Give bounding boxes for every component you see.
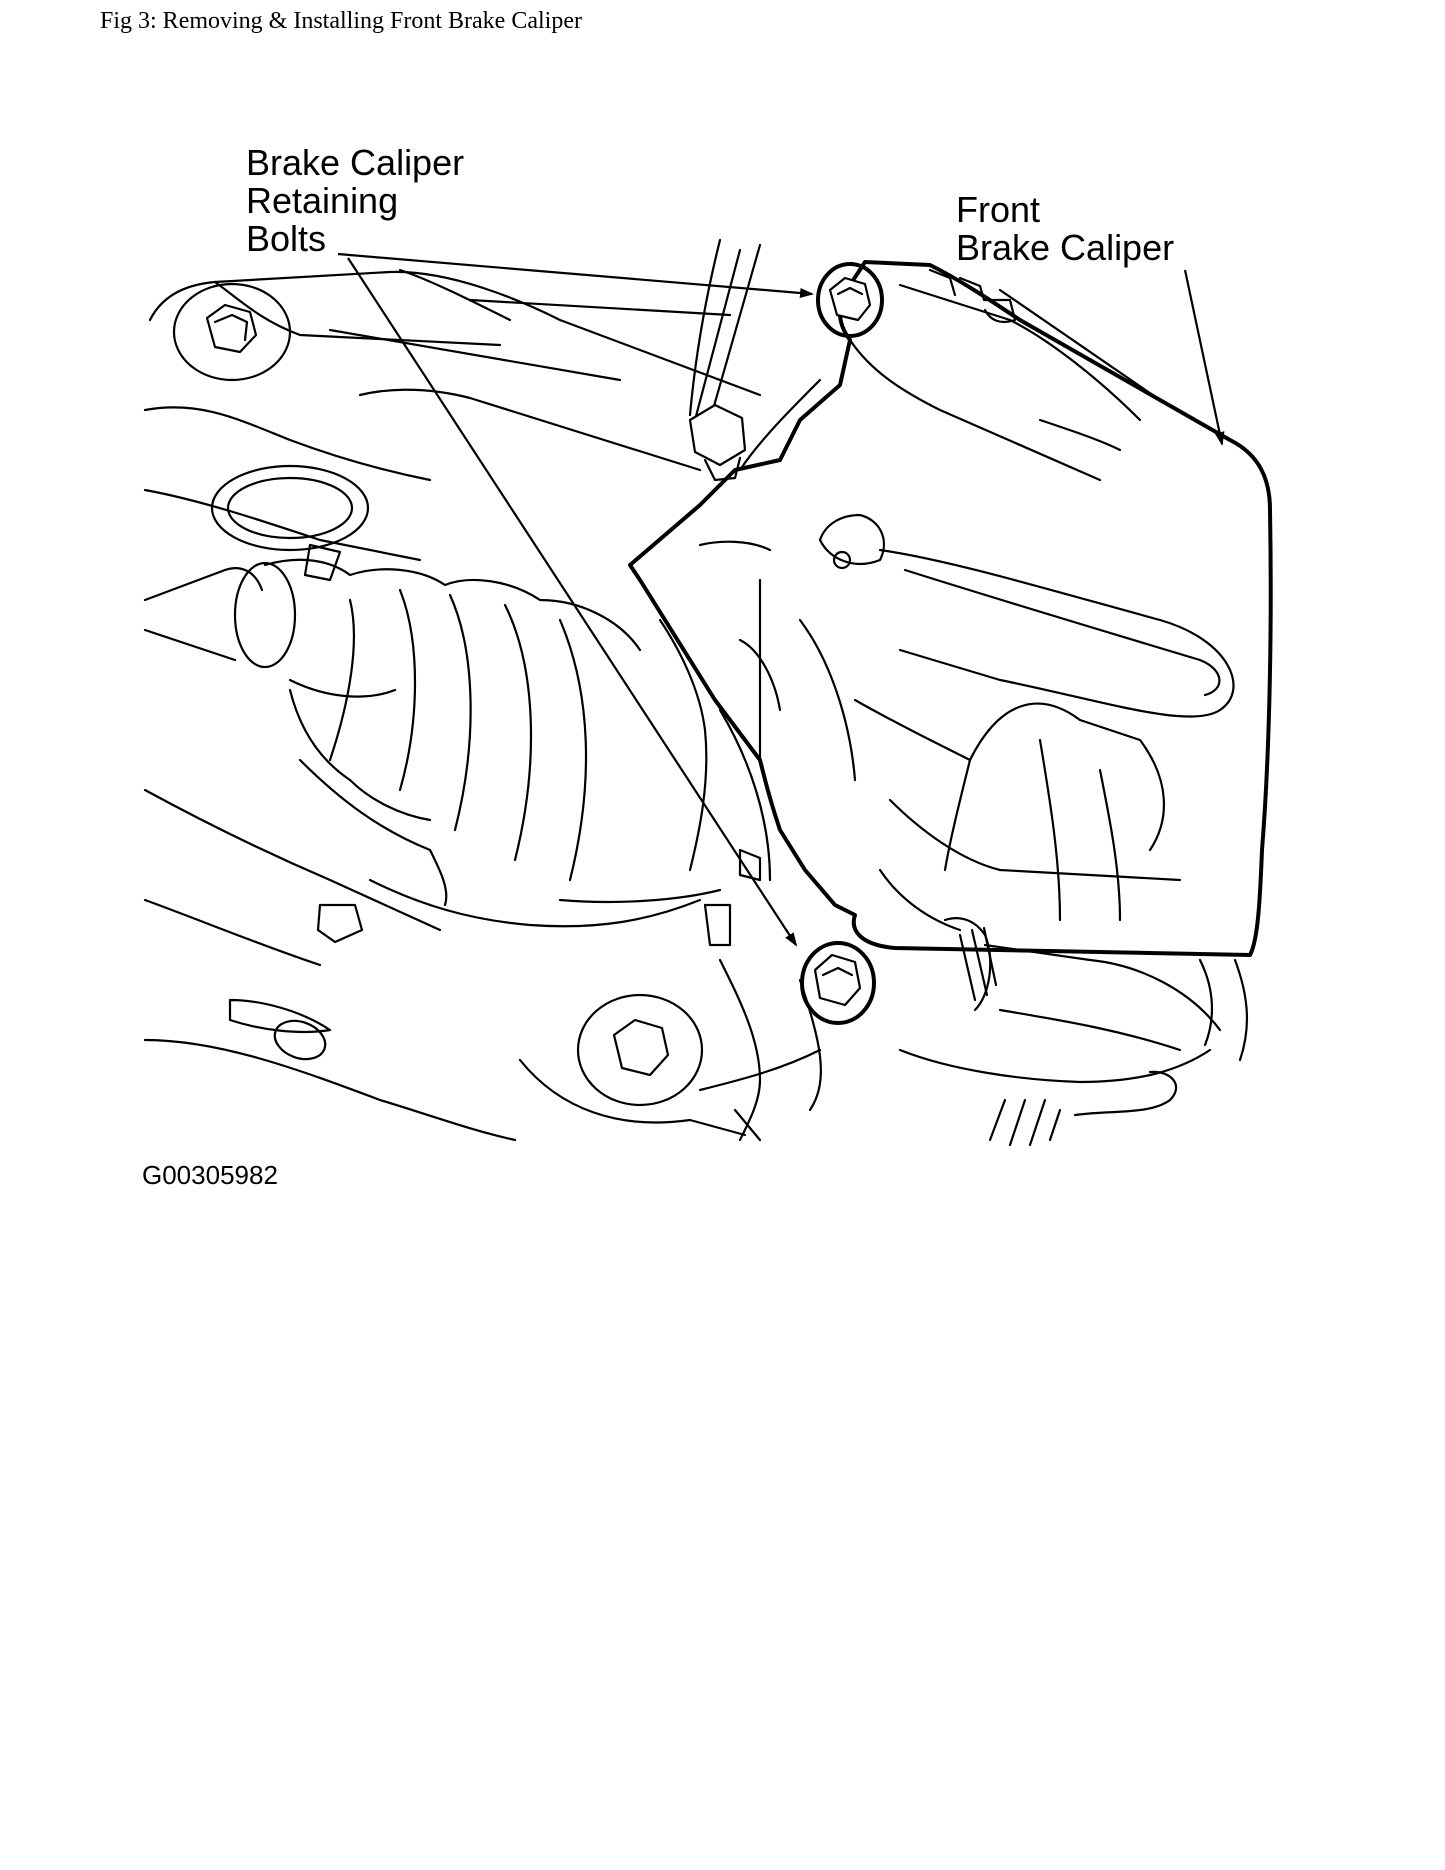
callout-line: Bolts bbox=[246, 218, 327, 259]
steering-knuckle bbox=[660, 620, 821, 1140]
callout-line: Brake Caliper bbox=[956, 227, 1175, 268]
pivot-bolt-upper bbox=[174, 284, 290, 380]
callout-front-brake-caliper bbox=[956, 191, 1174, 267]
retaining-bolt-upper bbox=[818, 264, 882, 336]
callout-line: Brake Caliper bbox=[246, 142, 465, 183]
retaining-bolt-lower bbox=[802, 943, 874, 1023]
cv-joint-boot bbox=[145, 545, 720, 926]
pivot-bolt-lower bbox=[520, 995, 820, 1135]
callout-retaining-bolts bbox=[246, 144, 464, 258]
callout-line: Front bbox=[956, 189, 1041, 230]
brake-hose-fitting bbox=[690, 240, 820, 480]
figure-caption: Fig 3: Removing & Installing Front Brake Caliper bbox=[100, 8, 582, 34]
lower-control-arm bbox=[145, 790, 515, 1140]
graphic-id: G00305982 bbox=[142, 1160, 278, 1190]
mounting-hole bbox=[212, 466, 368, 550]
callout-line: Retaining bbox=[246, 180, 399, 221]
